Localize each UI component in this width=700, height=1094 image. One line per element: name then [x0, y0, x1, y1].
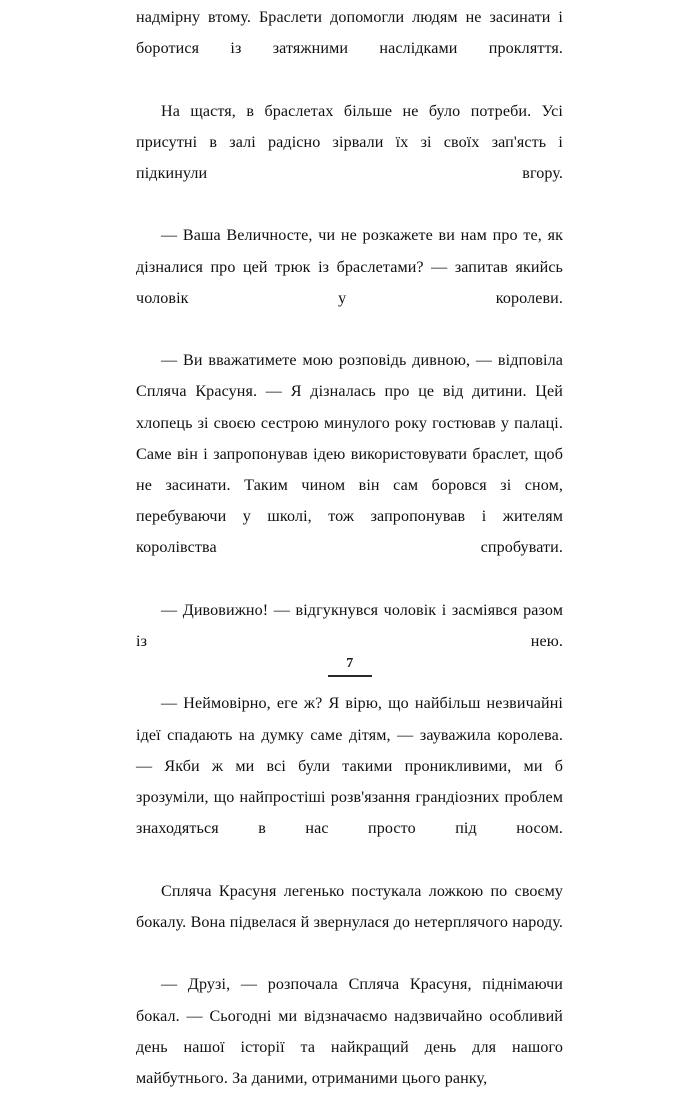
paragraph: надмірну втому. Браслети допомогли людям не засинати і боротися із затяжними наслідками прокляття.: [136, 9, 563, 58]
paragraph: — Ви вважатимете мою розповідь дивною, — відповіла Спляча Красуня. — Я дізналась про це від дитини. Цей хлопець зі своєю сестрою минулого року гостював у палаці. Саме він і запропонував ідею використовувати браслет, щоб не засинати. Таким чином він сам боровся зі сном, перебуваючи у школі, тож запропонував і жителям королівства спробувати.: [136, 352, 563, 557]
paragraph: — Ваша Величносте, чи не розкажете ви нам про те, як дізналися про цей трюк із браслетами? — запитав якийсь чоловік у королеви.: [136, 227, 563, 307]
paragraph: Спляча Красуня легенько постукала ложкою по своєму бокалу. Вона підвелася й звернулася до нетерплячого народу.: [136, 882, 563, 931]
page-footer: [0, 656, 700, 677]
paragraph: — Неймовірно, еге ж? Я вірю, що найбільш незвичайні ідеї спадають на думку саме дітям, — зауважила королева. — Якби ж ми всі були такими проникливими, ми б зрозуміли, що найпростіші розв'язання грандіозних проблем знаходяться в нас просто під носом.: [136, 695, 563, 838]
paragraph: — Друзі, — розпочала Спляча Красуня, піднімаючи бокал. — Сьогодні ми відзначаємо надзвичайно особливий день нашої історії та найкращий день для нашого майбутнього. За даними, отриманими цього ранку,: [136, 976, 563, 1087]
page-body-text: [136, 2, 563, 1094]
paragraph: — Дивовижно! — відгукнувся чоловік і засміявся разом із нею.: [136, 601, 563, 651]
page-number-rule: [328, 675, 372, 677]
page-number: 7: [346, 656, 354, 671]
paragraph: На щастя, в браслетах більше не було потреби. Усі присутні в залі радісно зірвали їх зі своїх зап'ясть і підкинули вгору.: [136, 102, 563, 183]
